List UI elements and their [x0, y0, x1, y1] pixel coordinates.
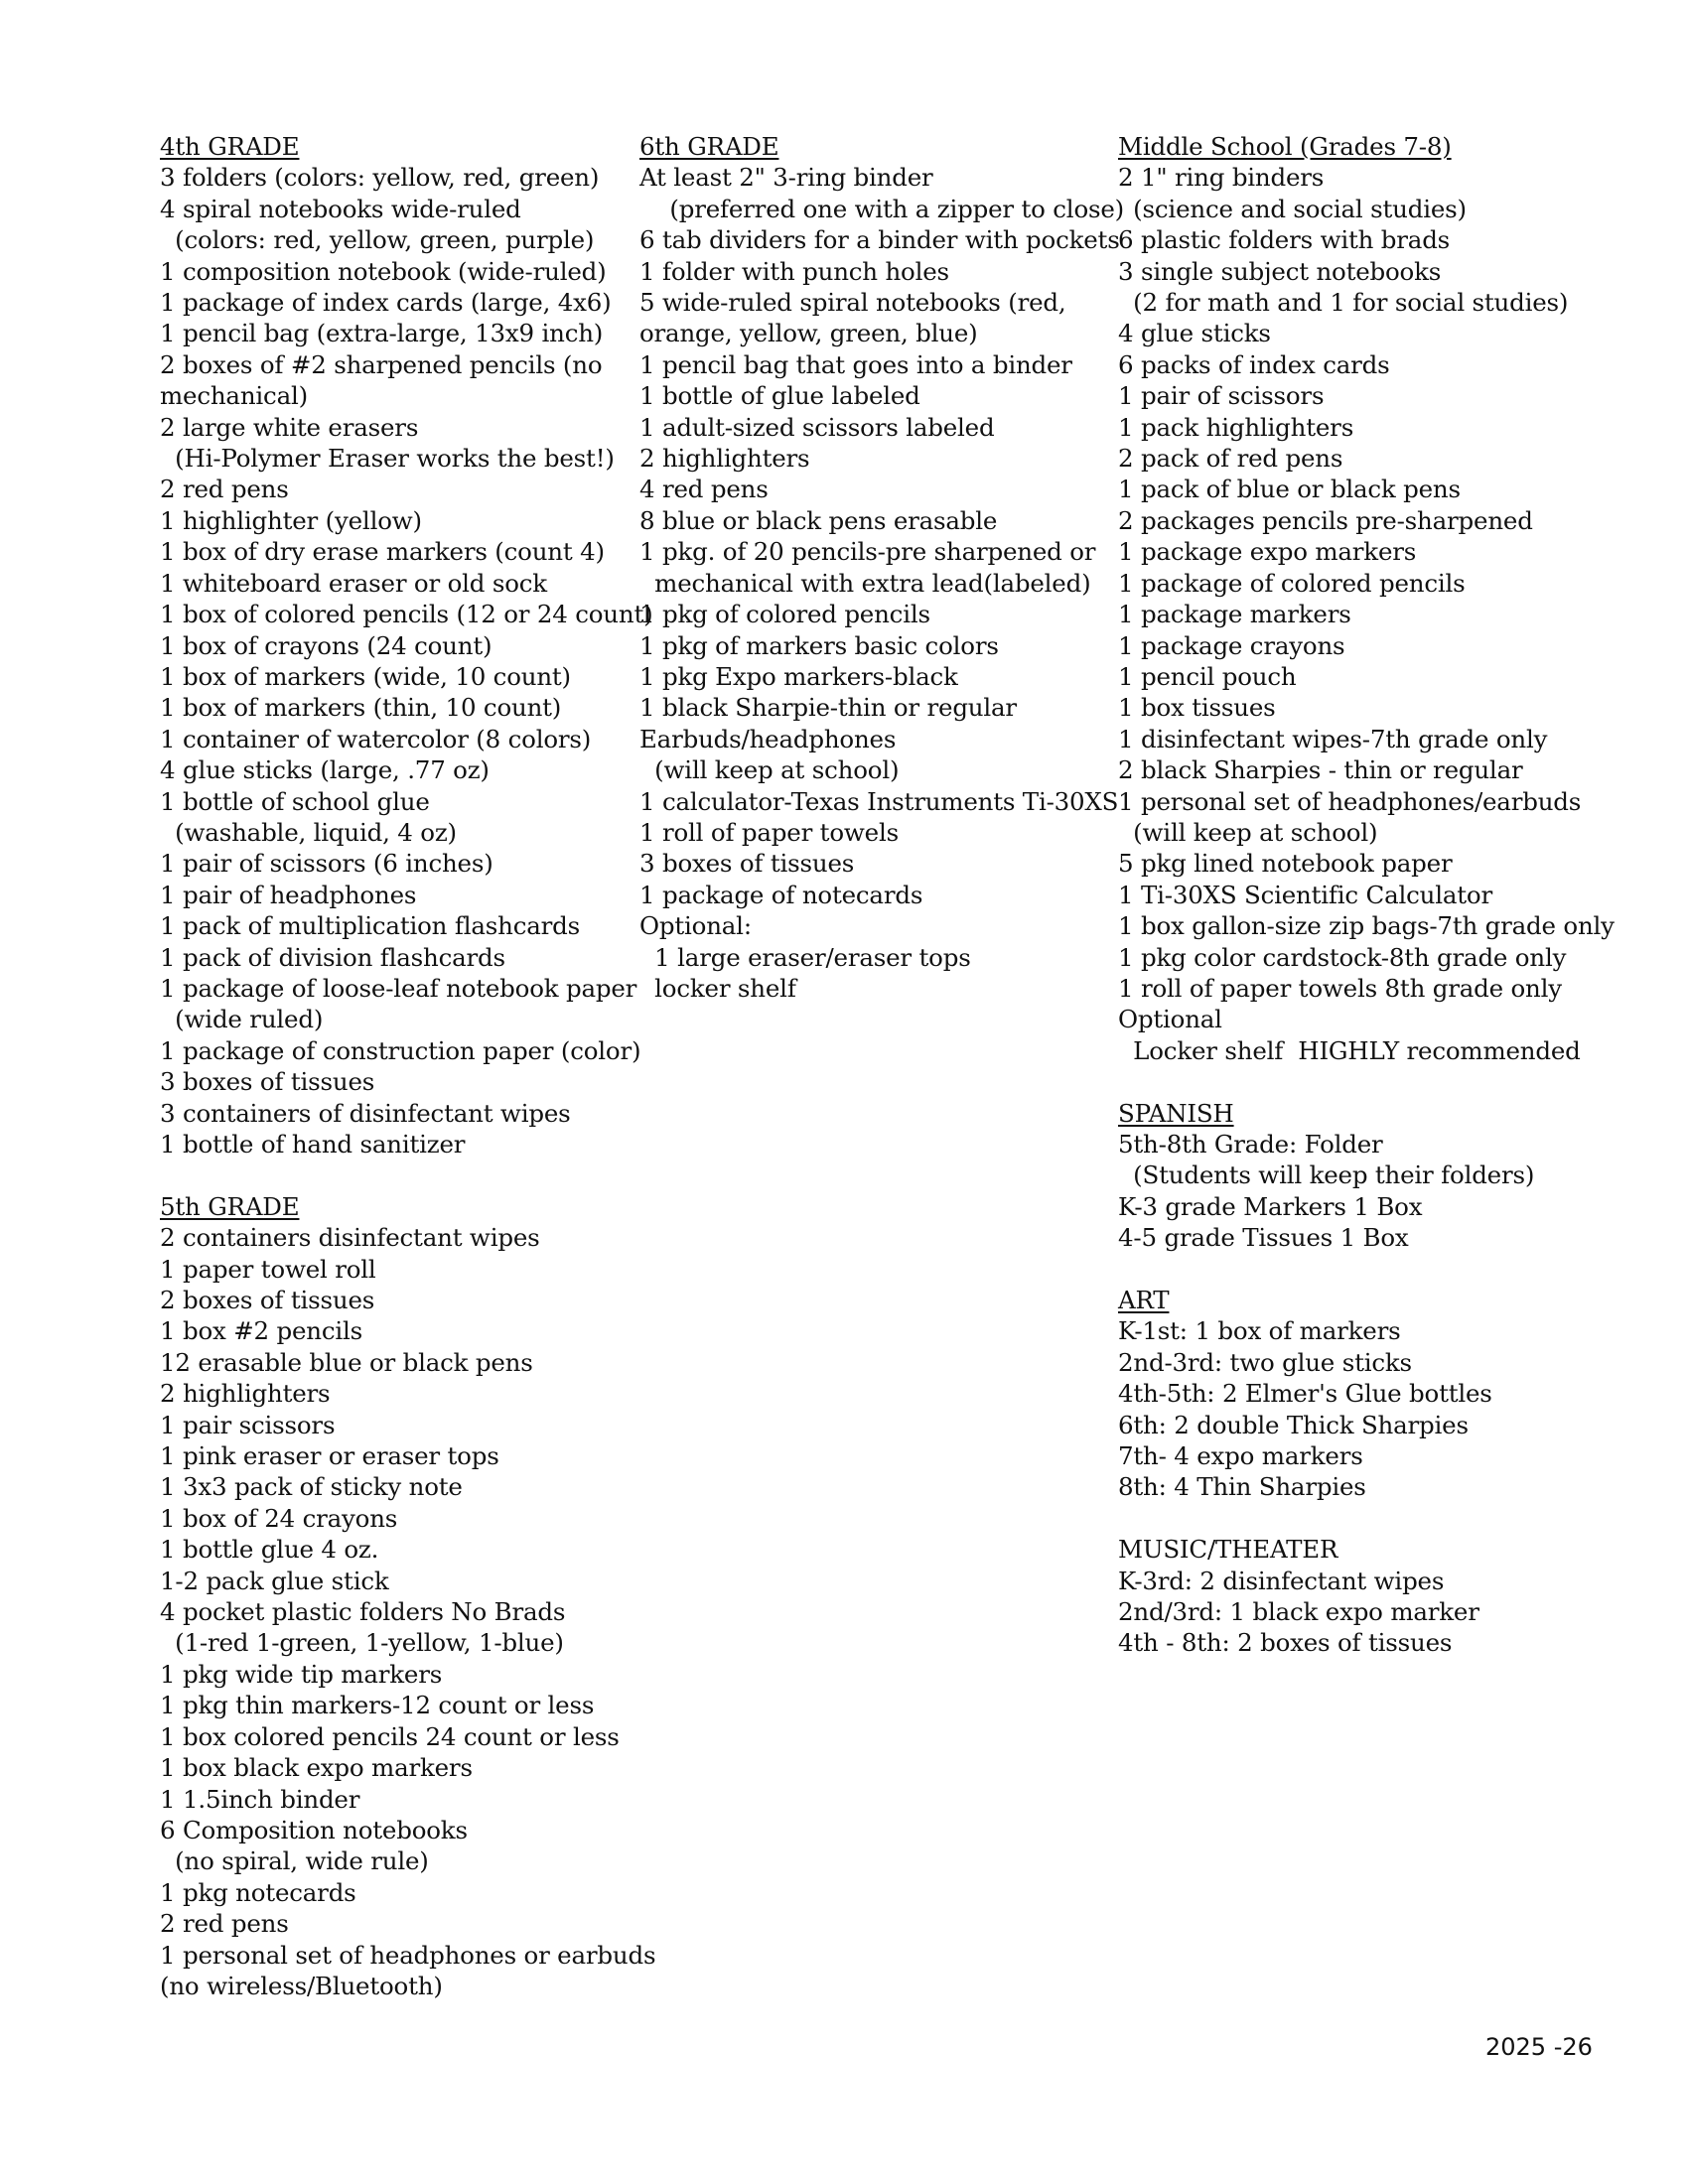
supply-item: 2 highlighters: [160, 1379, 331, 1409]
supply-item: 1 roll of paper towels: [639, 817, 899, 847]
section-art: [1118, 1285, 1634, 1503]
supply-item: 2 highlighters: [639, 444, 810, 474]
supply-item: 5 wide-ruled spiral notebooks (red,: [639, 288, 1066, 318]
supply-item: (will keep at school): [1118, 817, 1378, 847]
supply-item: 2 black Sharpies - thin or regular: [1118, 755, 1523, 785]
section-heading: 6th GRADE: [639, 132, 779, 161]
supply-item: 2 boxes of tissues: [160, 1286, 375, 1315]
supply-item: 1 pink eraser or eraser tops: [160, 1441, 499, 1471]
supply-item: 2 red pens: [160, 1909, 289, 1939]
section-heading: 5th GRADE: [160, 1191, 300, 1221]
supply-item: orange, yellow, green, blue): [639, 319, 978, 348]
supply-item: (washable, liquid, 4 oz): [160, 817, 457, 847]
supply-item: 3 containers of disinfectant wipes: [160, 1098, 571, 1128]
supply-item: 1 bottle of school glue: [160, 786, 430, 816]
supply-item: 6 plastic folders with brads: [1118, 225, 1451, 255]
supply-item: 1 pair of headphones: [160, 880, 417, 909]
supply-item: 3 folders (colors: yellow, red, green): [160, 163, 600, 193]
supply-item: 2 red pens: [160, 475, 289, 504]
section-heading: MUSIC/THEATER: [1118, 1535, 1338, 1565]
supply-item: 6 tab dividers for a binder with pockets: [639, 225, 1120, 255]
section-5th-grade: [160, 1191, 656, 2002]
supply-item: 2 large white erasers: [160, 412, 419, 442]
supply-item: 1 pair of scissors: [1118, 381, 1325, 411]
supply-item: 4 glue sticks (large, .77 oz): [160, 755, 490, 785]
footer-year: 2025 -26: [1485, 2033, 1593, 2061]
supply-item: 1 box of 24 crayons: [160, 1503, 398, 1533]
supply-item: (preferred one with a zipper to close): [639, 194, 1125, 223]
supply-item: 1 pencil bag (extra-large, 13x9 inch): [160, 319, 604, 348]
supply-item: 3 single subject notebooks: [1118, 256, 1442, 286]
supply-item: 1 box of markers (thin, 10 count): [160, 693, 562, 723]
section-middle-school-grades-7-8: [1118, 131, 1634, 1066]
supply-item: 1 pkg wide tip markers: [160, 1659, 443, 1689]
supply-item: 1 box colored pencils 24 count or less: [160, 1721, 620, 1751]
section-6th-grade: [639, 131, 1125, 1004]
supply-item: 2nd/3rd: 1 black expo marker: [1118, 1597, 1479, 1627]
supply-item: 4 glue sticks: [1118, 319, 1271, 348]
supply-item: 4 pocket plastic folders No Brads: [160, 1597, 566, 1627]
section-heading: ART: [1118, 1286, 1170, 1314]
supply-item: 1 pack of blue or black pens: [1118, 475, 1461, 504]
supply-item: (Hi-Polymer Eraser works the best!): [160, 444, 615, 474]
supply-item: 1 pkg Expo markers-black: [639, 661, 958, 691]
section-4th-grade: [160, 131, 653, 1160]
supply-item: 4-5 grade Tissues 1 Box: [1118, 1223, 1409, 1253]
supply-item: 1 pencil pouch: [1118, 661, 1297, 691]
supply-item: 1 pkg. of 20 pencils-pre sharpened or: [639, 537, 1096, 567]
supply-item: 1 black Sharpie-thin or regular: [639, 693, 1017, 723]
supply-item: 1 pencil bag that goes into a binder: [639, 349, 1072, 379]
supply-item: 1 package of notecards: [639, 880, 923, 909]
supply-item: At least 2" 3-ring binder: [639, 163, 933, 193]
supply-item: 1 container of watercolor (8 colors): [160, 724, 592, 753]
supply-item: 1 box of crayons (24 count): [160, 630, 492, 660]
supply-item: 1 personal set of headphones or earbuds: [160, 1940, 656, 1970]
supply-item: 1 box of dry erase markers (count 4): [160, 537, 605, 567]
supply-item: (wide ruled): [160, 1005, 324, 1034]
supply-item: (no spiral, wide rule): [160, 1846, 429, 1876]
supply-item: 1 box #2 pencils: [160, 1316, 363, 1346]
supply-item: 1 package crayons: [1118, 630, 1345, 660]
supply-item: (colors: red, yellow, green, purple): [160, 225, 595, 255]
supply-item: 1 package of colored pencils: [1118, 568, 1466, 598]
column-left: [160, 131, 656, 2033]
supply-item: 1 pack of division flashcards: [160, 942, 505, 972]
supply-item: 1 adult-sized scissors labeled: [639, 412, 995, 442]
supply-item: 1 package of loose-leaf notebook paper: [160, 973, 637, 1003]
supply-item: 1 1.5inch binder: [160, 1784, 360, 1814]
supply-item: 1 personal set of headphones/earbuds: [1118, 786, 1582, 816]
supply-item: 1 large eraser/eraser tops: [639, 942, 971, 972]
supply-item: 1 bottle glue 4 oz.: [160, 1535, 379, 1565]
supply-item: 2 1" ring binders: [1118, 163, 1325, 193]
supply-item: 1 highlighter (yellow): [160, 505, 422, 535]
supply-item: 8 blue or black pens erasable: [639, 505, 998, 535]
supply-item: 5 pkg lined notebook paper: [1118, 849, 1453, 879]
supply-item: 1 package markers: [1118, 600, 1351, 629]
section-music-theater: [1118, 1534, 1634, 1659]
supply-item: 1 package of construction paper (color): [160, 1035, 641, 1065]
supply-item: 7th- 4 expo markers: [1118, 1441, 1363, 1471]
supply-item: 4 red pens: [639, 475, 769, 504]
supply-item: Locker shelf HIGHLY recommended: [1118, 1035, 1581, 1065]
supply-item: mechanical): [160, 381, 308, 411]
supply-item: 1 paper towel roll: [160, 1254, 376, 1284]
supply-item: 1 composition notebook (wide-ruled): [160, 256, 607, 286]
supply-item: 4th - 8th: 2 boxes of tissues: [1118, 1628, 1453, 1658]
supply-item: locker shelf: [639, 973, 796, 1003]
supply-item: 1 pkg notecards: [160, 1877, 356, 1907]
supply-item: (will keep at school): [639, 755, 900, 785]
supply-item: mechanical with extra lead(labeled): [639, 568, 1091, 598]
supply-item: 1 pack of multiplication flashcards: [160, 911, 580, 941]
supply-item: 6 Composition notebooks: [160, 1815, 468, 1844]
supply-item: 1 package expo markers: [1118, 537, 1417, 567]
column-middle: [639, 131, 1125, 1035]
supply-item: 1 pack highlighters: [1118, 412, 1354, 442]
supply-item: (no wireless/Bluetooth): [160, 1971, 443, 2000]
supply-item: (science and social studies): [1118, 194, 1467, 223]
supply-item: 1 pkg thin markers-12 count or less: [160, 1691, 595, 1720]
supply-item: 1 pair of scissors (6 inches): [160, 849, 493, 879]
supply-item: 1 pkg of colored pencils: [639, 600, 930, 629]
section-heading: 4th GRADE: [160, 132, 300, 161]
supply-item: Optional: [1118, 1005, 1222, 1034]
supply-item: 1 box of colored pencils (12 or 24 count): [160, 600, 653, 629]
supply-item: 1 calculator-Texas Instruments Ti-30XS: [639, 786, 1119, 816]
supply-item: 2 packages pencils pre-sharpened: [1118, 505, 1533, 535]
supply-item: 3 boxes of tissues: [160, 1067, 375, 1097]
supply-item: K-3 grade Markers 1 Box: [1118, 1191, 1423, 1221]
supply-item: 1-2 pack glue stick: [160, 1566, 389, 1595]
supply-item: K-3rd: 2 disinfectant wipes: [1118, 1566, 1445, 1595]
supply-item: 2 boxes of #2 sharpened pencils (no: [160, 349, 603, 379]
supply-item: 1 bottle of hand sanitizer: [160, 1130, 466, 1159]
supply-item: 1 pair scissors: [160, 1410, 336, 1439]
supply-item: 1 Ti-30XS Scientific Calculator: [1118, 880, 1492, 909]
supply-item: (1-red 1-green, 1-yellow, 1-blue): [160, 1628, 564, 1658]
supply-item: 1 whiteboard eraser or old sock: [160, 568, 547, 598]
supply-item: 8th: 4 Thin Sharpies: [1118, 1472, 1366, 1502]
supply-item: 1 box of markers (wide, 10 count): [160, 661, 571, 691]
supply-item: 2nd-3rd: two glue sticks: [1118, 1347, 1412, 1377]
section-spanish: [1118, 1098, 1634, 1254]
supply-item: 4 spiral notebooks wide-ruled: [160, 194, 521, 223]
supply-item: 1 pkg of markers basic colors: [639, 630, 999, 660]
section-heading: Middle School (Grades 7-8): [1118, 132, 1452, 161]
supply-item: 1 box gallon-size zip bags-7th grade only: [1118, 911, 1615, 941]
supply-item: Optional:: [639, 911, 752, 941]
supply-item: (Students will keep their folders): [1118, 1160, 1535, 1190]
supply-item: 2 pack of red pens: [1118, 444, 1343, 474]
supply-item: 1 pkg color cardstock-8th grade only: [1118, 942, 1567, 972]
supply-item: 1 bottle of glue labeled: [639, 381, 920, 411]
supply-item: (2 for math and 1 for social studies): [1118, 288, 1569, 318]
supply-item: 1 3x3 pack of sticky note: [160, 1472, 463, 1502]
supply-item: 3 boxes of tissues: [639, 849, 855, 879]
supply-item: 1 disinfectant wipes-7th grade only: [1118, 724, 1548, 753]
supply-item: 4th-5th: 2 Elmer's Glue bottles: [1118, 1379, 1492, 1409]
supply-item: Earbuds/headphones: [639, 724, 897, 753]
supply-item: 2 containers disinfectant wipes: [160, 1223, 540, 1253]
section-heading: SPANISH: [1118, 1098, 1234, 1128]
supply-item: 6th: 2 double Thick Sharpies: [1118, 1410, 1469, 1439]
supply-item: 1 roll of paper towels 8th grade only: [1118, 973, 1562, 1003]
supply-item: K-1st: 1 box of markers: [1118, 1316, 1401, 1346]
supply-item: 6 packs of index cards: [1118, 349, 1390, 379]
supply-item: 1 box black expo markers: [160, 1753, 473, 1783]
supply-item: 5th-8th Grade: Folder: [1118, 1129, 1383, 1159]
supply-item: 12 erasable blue or black pens: [160, 1347, 533, 1377]
supply-item: 1 package of index cards (large, 4x6): [160, 288, 612, 318]
supply-item: 1 box tissues: [1118, 693, 1276, 723]
column-right: [1118, 131, 1634, 1690]
supply-item: 1 folder with punch holes: [639, 256, 949, 286]
